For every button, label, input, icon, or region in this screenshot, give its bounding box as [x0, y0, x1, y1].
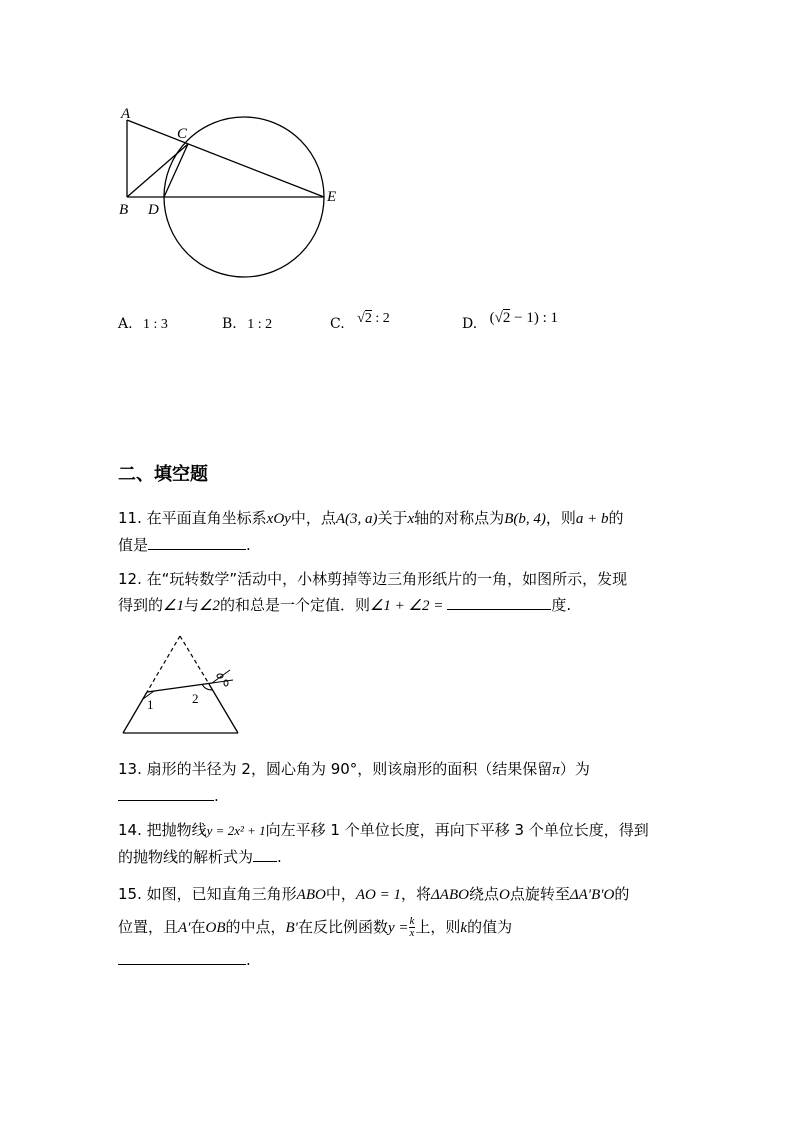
label-D: D [148, 202, 159, 218]
question-14: 14. 把抛物线y = 2x² + 1向左平移 1 个单位长度，再向下平移 3 个单位长度，得到 的抛物线的解析式为 . [118, 821, 649, 866]
choice-b-value: 1 : 2 [247, 317, 273, 332]
answer-blank-11[interactable] [148, 534, 246, 550]
choice-d[interactable] [462, 310, 558, 333]
choice-a-value: 1 : 3 [143, 317, 168, 332]
segment-AE [127, 120, 324, 197]
answer-blank-15[interactable] [118, 949, 246, 965]
answer-blank-14[interactable] [253, 846, 277, 862]
segment-CD [164, 144, 188, 197]
triangle-cut-figure [115, 630, 245, 740]
answer-blank-13[interactable] [118, 785, 214, 801]
question-11: 11. 在平面直角坐标系xOy中，点A(3, a)关于x轴的对称点为B(b, 4)，则a + b的 值是 . [118, 509, 624, 554]
question-15: 15. 如图，已知直角三角形ABO中，AO = 1，将ΔABO绕点O点旋转至ΔA′B′O的 位置，且A′在OB的中点，B′在反比例函数y = $\frac{k}{x}$ 上，则k的值为 . [118, 885, 630, 969]
label-C: C [177, 126, 188, 142]
question-12: 12. 在“玩转数学”活动中，小林剪掉等边三角形纸片的一角，如图所示，发现 得到的∠1与∠2的和总是一个定值．则∠1 + ∠2 = 度. [118, 570, 628, 614]
triangle-top-right-dashed [180, 636, 209, 684]
choice-c-letter: C. [330, 316, 345, 332]
segment-BC [127, 144, 188, 197]
choice-b-letter: B. [222, 316, 237, 332]
triangle-right-side [209, 684, 238, 733]
choice-a[interactable] [118, 316, 168, 333]
choice-d-letter: D. [462, 316, 478, 332]
angle-label-1: 1 [147, 697, 154, 712]
choice-d-value: (√2 − 1) : 1 [489, 310, 558, 326]
circle-triangle-figure [110, 100, 350, 285]
choice-b[interactable] [222, 316, 272, 333]
choice-c-value: √2 : 2 [357, 311, 390, 326]
scissors-icon [212, 670, 233, 686]
section-title: 二、填空题 [118, 464, 208, 485]
angle-label-2: 2 [192, 691, 199, 706]
label-E: E [327, 189, 337, 205]
label-A: A [121, 106, 131, 122]
answer-choices [118, 312, 718, 342]
answer-blank-12[interactable] [447, 594, 551, 610]
label-B: B [119, 202, 129, 218]
fraction-k-over-x: $\frac{k}{x}$ [409, 915, 415, 939]
question-13: 13. 扇形的半径为 2，圆心角为 90°，则该扇形的面积（结果保留π）为 . [118, 760, 590, 805]
choice-c[interactable] [330, 311, 390, 333]
choice-a-letter: A. [118, 316, 133, 332]
triangle-top-left-dashed [147, 636, 180, 692]
